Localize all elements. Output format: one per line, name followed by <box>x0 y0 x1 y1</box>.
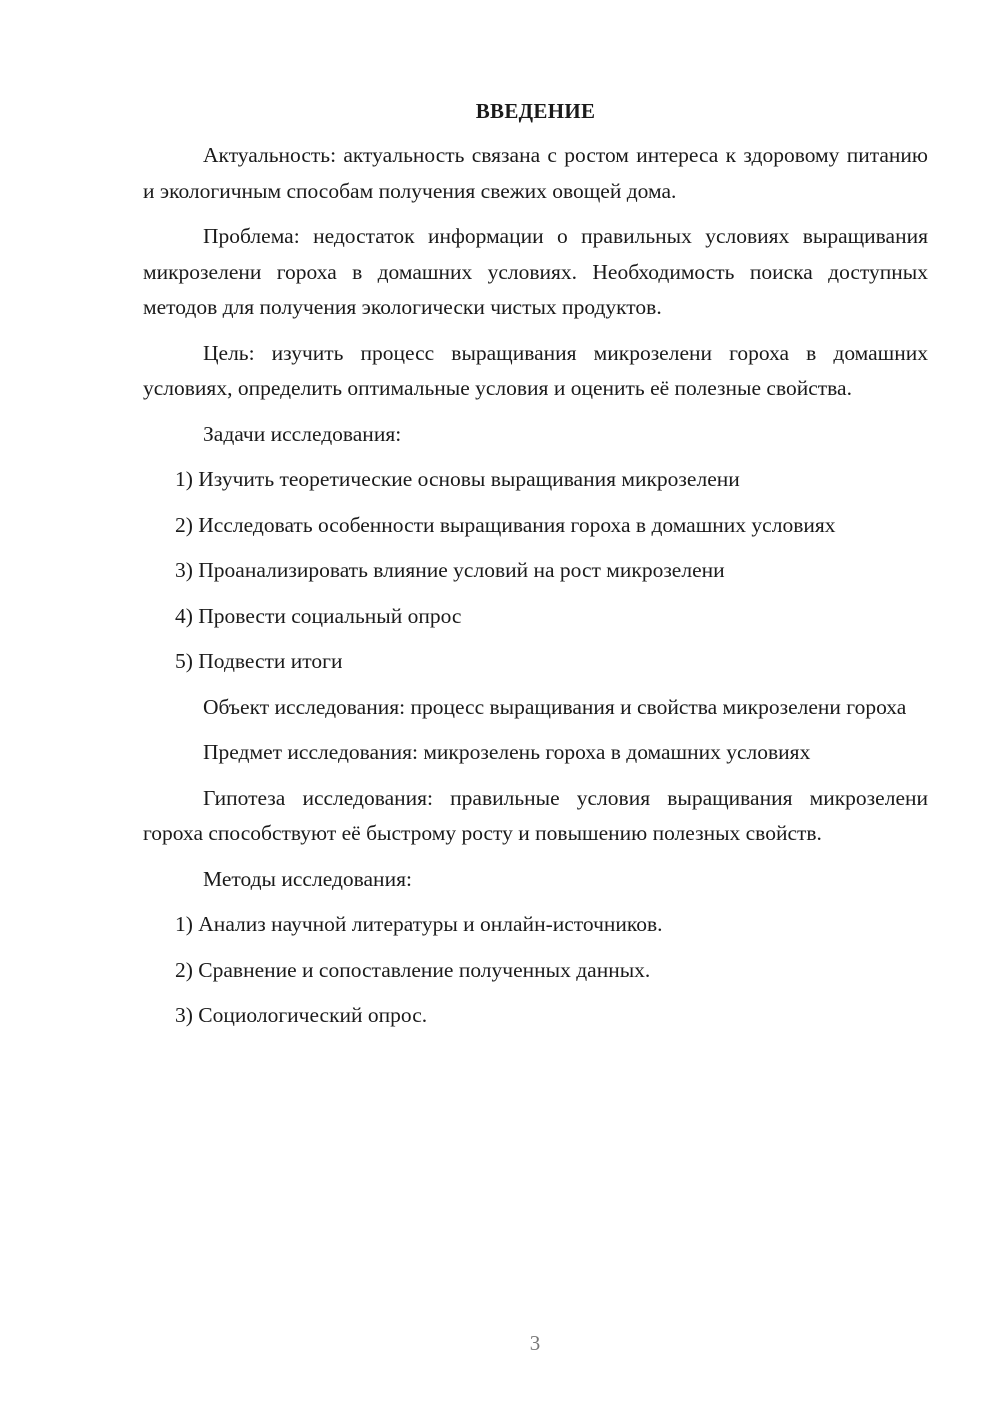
hypothesis-paragraph: Гипотеза исследования: правильные условия выращивания микрозелени гороха способствуют её быстрому росту и повышению полезных свойств. <box>143 785 928 845</box>
task-item: 2) Исследовать особенности выращивания гороха в домашних условиях <box>175 512 836 537</box>
page-number: 3 <box>529 1331 541 1355</box>
task-item: 5) Подвести итоги <box>175 649 343 673</box>
task-item: 1) Изучить теоретические основы выращивания микрозелени <box>175 467 740 491</box>
method-item: 3) Социологический опрос. <box>175 1003 428 1027</box>
methods-heading: Методы исследования: <box>203 866 412 891</box>
tasks-heading: Задачи исследования: <box>203 421 402 446</box>
subject-paragraph: Предмет исследования: микрозелень гороха в домашних условиях <box>203 740 811 764</box>
method-item: 1) Анализ научной литературы и онлайн-источников. <box>175 912 663 936</box>
problem-paragraph: Проблема: недостаток информации о правильных условиях выращивания микрозелени гороха в домашних условиях. Необходимость поиска доступных методов для получения экологически чистых продуктов. <box>143 224 928 319</box>
relevance-paragraph: Актуальность: актуальность связана с ростом интереса к здоровому питанию и экологичным способам получения свежих овощей дома. <box>143 143 928 203</box>
goal-paragraph: Цель: изучить процесс выращивания микрозелени гороха в домашних условиях, определить оптимальные условия и оценить её полезные свойства. <box>143 340 928 400</box>
task-item: 4) Провести социальный опрос <box>175 603 462 628</box>
task-item: 3) Проанализировать влияние условий на рост микрозелени <box>175 558 725 582</box>
section-title: ВВЕДЕНИЕ <box>475 99 596 123</box>
method-item: 2) Сравнение и сопоставление полученных данных. <box>175 957 651 982</box>
object-paragraph: Объект исследования: процесс выращивания и свойства микрозелени гороха <box>203 694 907 719</box>
